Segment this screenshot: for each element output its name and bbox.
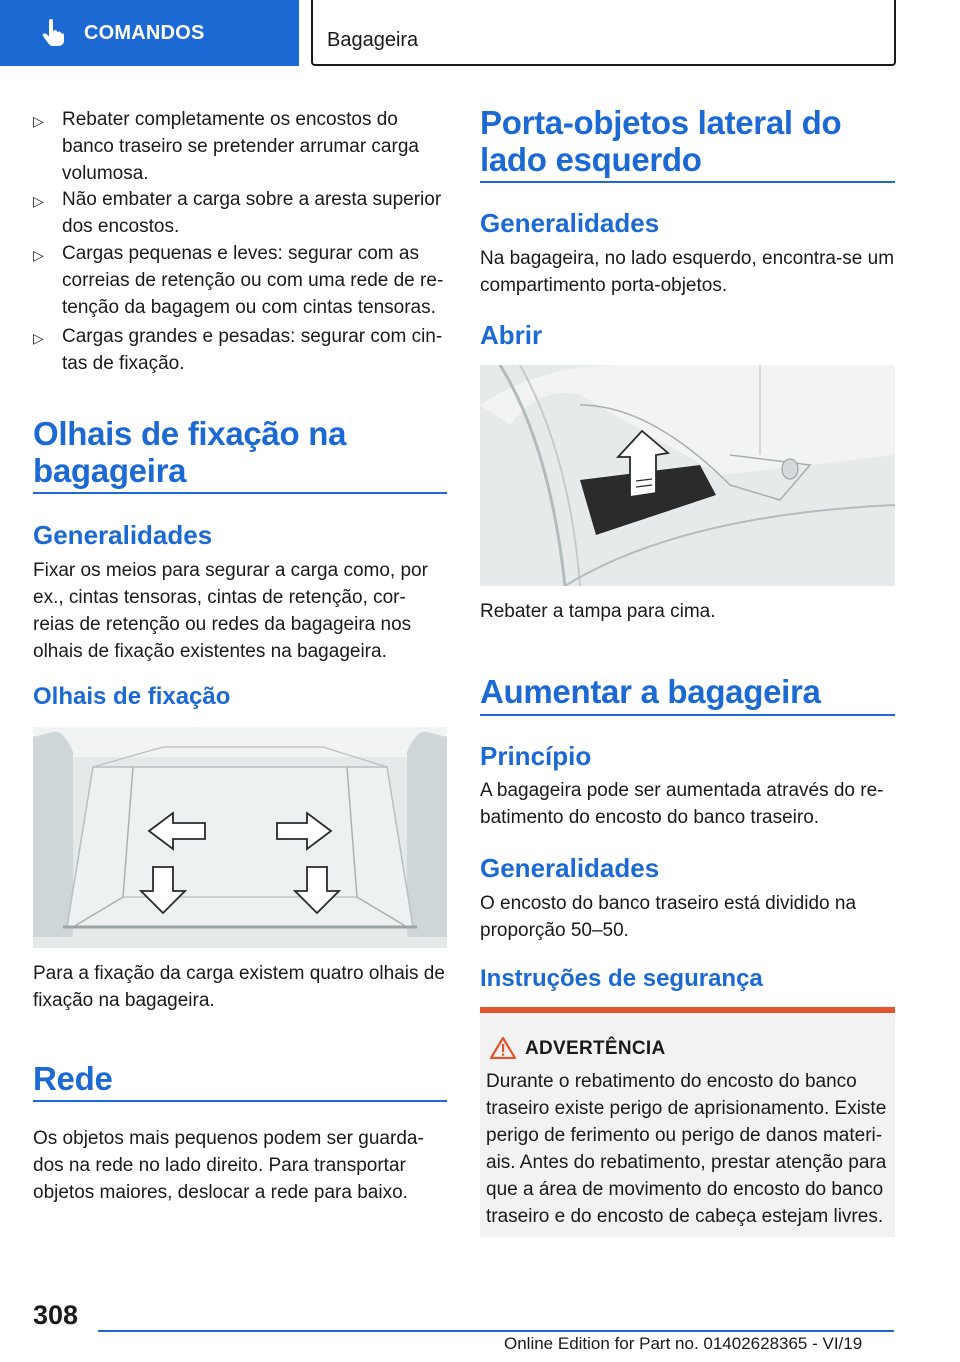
triangle-bullet-icon: ▷ (33, 330, 44, 346)
paragraph-generalidades-2: O encosto do banco traseiro está dividido na proporção 50–50. (480, 893, 857, 941)
paragraph-rede: Os objetos mais pequenos podem ser guardados na rede no lado direito. Para transportar objetos maiores, deslocar a rede para baixo. (33, 1128, 424, 1203)
heading-rule (480, 714, 895, 716)
list-item-text: Cargas grandes e pesadas: segurar com cintas de fixação. (62, 326, 443, 374)
warning-triangle-icon (490, 1037, 516, 1059)
list-item-text: Não embater a carga sobre a aresta superior dos encostos. (62, 189, 442, 237)
chapter-tab-label: COMANDOS (84, 21, 205, 44)
heading-principio: Princípio (480, 741, 592, 771)
heading-porta-objetos: Porta-objetos lateral do lado esquerdo (480, 104, 842, 178)
caption-olhais: Para a fixação da carga existem quatro olhais de fixação na bagageira. (33, 963, 445, 1011)
triangle-bullet-icon: ▷ (33, 193, 44, 209)
footer-rule (98, 1330, 894, 1332)
list-item-text: Cargas pequenas e leves: segurar com as correias de retenção ou com uma rede de retenção da bagagem ou com cintas tensoras. (62, 243, 444, 318)
warning-text: Durante o rebatimento do encosto do banco traseiro existe perigo de aprisionamento. Existe perigo de ferimento ou perigo de danos materiais. Antes do rebatimento, prestar atenção para que a área de movimento do encosto do banco traseiro e do encosto de cabeça estejam livres. (486, 1071, 887, 1227)
paragraph-generalidades: Fixar os meios para segurar a carga como, por ex., cintas tensoras, cintas de retenção, correias de retenção ou redes da bagageira nos olhais de fixação existentes na bagageira. (33, 560, 428, 662)
heading-generalidades: Generalidades (33, 520, 213, 550)
page-number: 308 (33, 1300, 79, 1330)
hand-pointer-icon (40, 18, 66, 48)
triangle-bullet-icon: ▷ (33, 113, 44, 129)
warning-box (480, 1007, 895, 1237)
list-item-text: Rebater completamente os encostos do banco traseiro se pretender arrumar carga volumosa. (62, 109, 419, 184)
warning-title: ADVERTÊNCIA (525, 1038, 666, 1059)
heading-aumentar-bagageira: Aumentar a bagageira (480, 673, 821, 710)
heading-rule (33, 1100, 447, 1102)
triangle-bullet-icon: ▷ (33, 247, 44, 263)
heading-rede: Rede (33, 1060, 113, 1097)
heading-generalidades: Generalidades (480, 208, 660, 238)
heading-seguranca: Instruções de segurança (480, 965, 763, 992)
heading-abrir: Abrir (480, 320, 543, 350)
section-header (311, 0, 896, 66)
compartment-illustration (480, 365, 895, 586)
heading-rule (480, 181, 895, 183)
edition-note: Online Edition for Part no. 01402628365 - VI/19 (504, 1334, 863, 1353)
chapter-tab[interactable] (0, 0, 299, 66)
trunk-illustration (33, 727, 447, 948)
heading-olhais-fixacao: Olhais de fixação na bagageira (33, 415, 347, 489)
caption-abrir: Rebater a tampa para cima. (480, 601, 716, 622)
heading-rule (33, 492, 447, 494)
paragraph-generalidades: Na bagageira, no lado esquerdo, encontra-se um compartimento porta-objetos. (480, 248, 895, 296)
heading-olhais: Olhais de fixação (33, 683, 231, 710)
heading-generalidades-2: Generalidades (480, 853, 660, 883)
section-title: Bagageira (327, 29, 419, 51)
paragraph-principio: A bagageira pode ser aumentada através do rebatimento do encosto do banco traseiro. (480, 780, 884, 828)
